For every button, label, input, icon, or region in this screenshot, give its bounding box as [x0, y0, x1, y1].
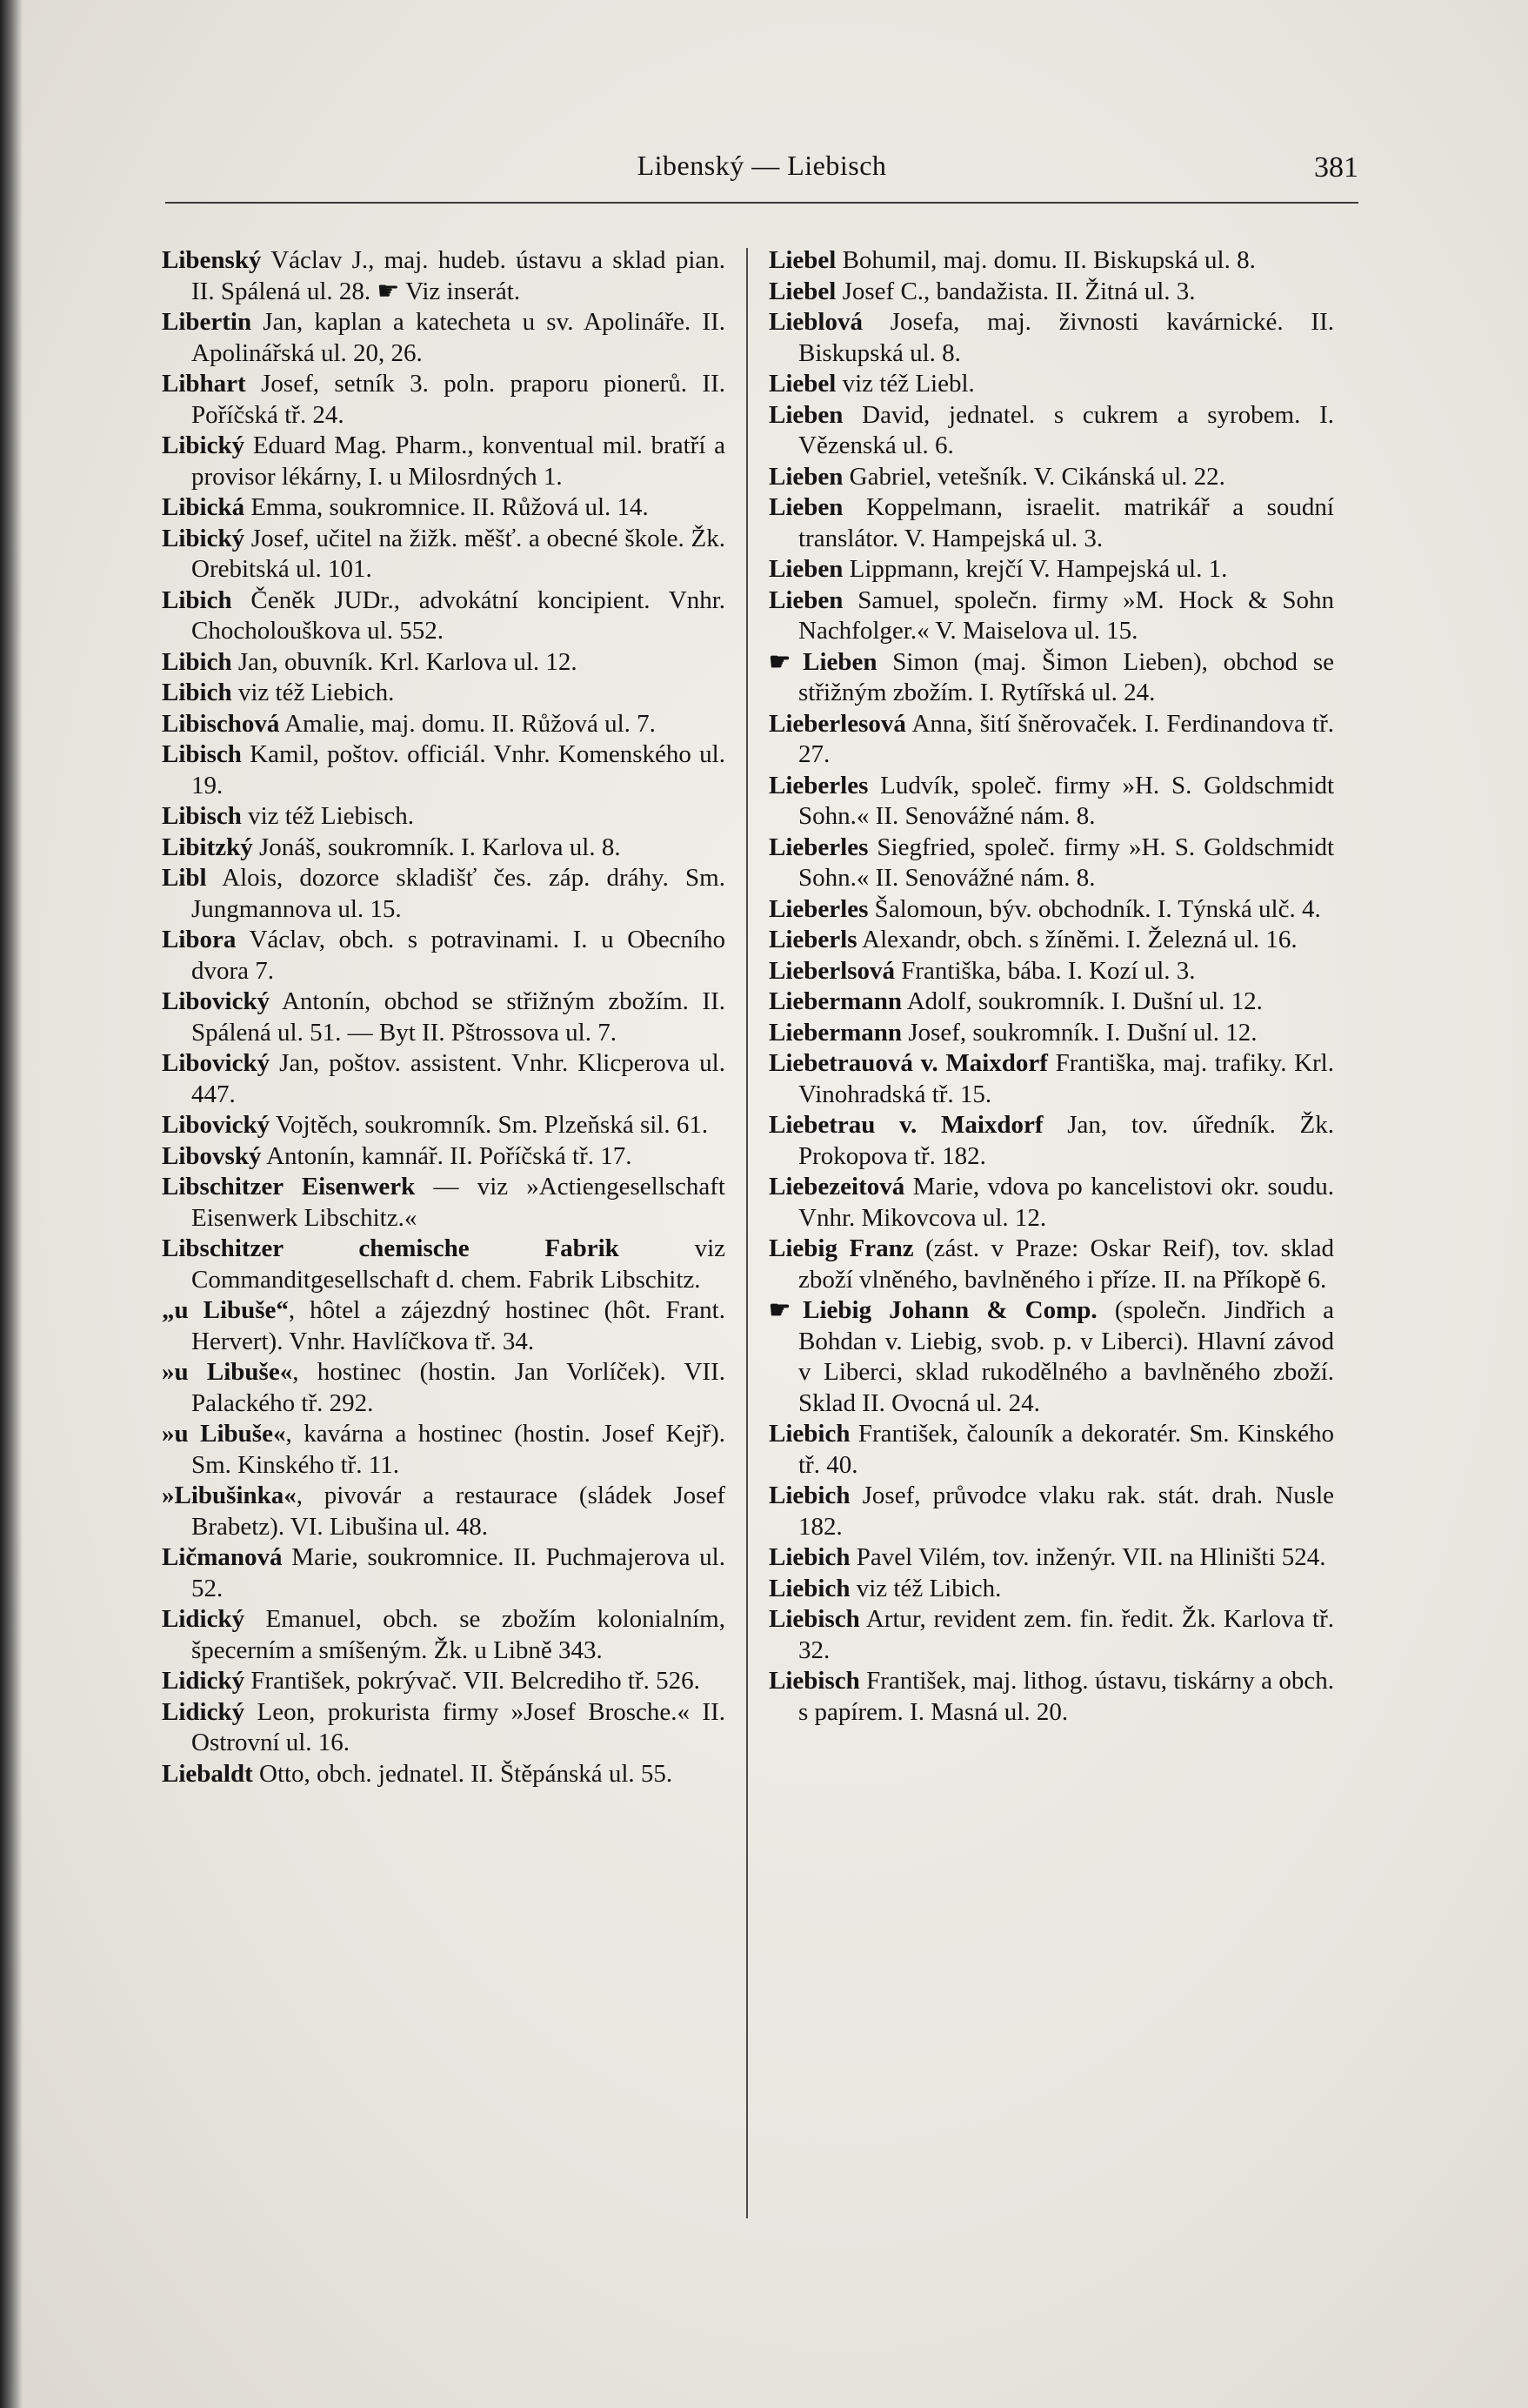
entry-details: viz též Libich. — [850, 1574, 1002, 1602]
entry-name: Lieberlesová — [769, 709, 906, 738]
entry-name: Lieben — [769, 555, 844, 583]
entry-details: Vojtěch, soukromník. Sm. Plzeňská sil. 61. — [270, 1111, 709, 1139]
entry-name: Libovický — [162, 1049, 270, 1077]
directory-entry — [769, 647, 1334, 709]
entry-details: Čeněk JUDr., advokátní koncipient. Vnhr. Chocholouškova ul. 552. — [191, 585, 725, 645]
directory-entry — [769, 987, 1334, 1018]
entry-name: Liebezeitová — [769, 1173, 905, 1201]
entry-details: Jan, obuvník. Krl. Karlova ul. 12. — [231, 647, 577, 676]
entry-details: Františka, bába. I. Kozí ul. 3. — [895, 956, 1196, 985]
entry-name: Lieblová — [769, 308, 863, 336]
directory-entry — [162, 1419, 725, 1481]
left-column — [162, 245, 725, 1789]
entry-name: Libich — [162, 585, 232, 614]
directory-entry — [769, 1172, 1334, 1234]
entry-details: Jonáš, soukromník. I. Karlova ul. 8. — [252, 833, 621, 861]
entry-details: , hôtel a zájezdný hostinec (hôt. Frant. Hervert). Vnhr. Havlíčkova tř. 34. — [191, 1296, 725, 1355]
entry-details: Alexandr, obch. s žíněmi. I. Železná ul. 16. — [857, 926, 1298, 953]
directory-entry — [162, 801, 725, 833]
entry-name: Liebich — [769, 1482, 851, 1509]
entry-details: František, pokrývač. VII. Belcrediho tř. 526. — [244, 1667, 700, 1695]
directory-entry — [162, 709, 725, 740]
entry-name: Libich — [162, 679, 232, 706]
entry-name: „u Libuše“ — [162, 1296, 289, 1324]
entry-details: Josef, průvodce vlaku rak. stát. drah. Nusle 182. — [798, 1482, 1334, 1541]
entry-details: Václav J., maj. hudeb. ústavu a sklad pian. II. Spálená ul. 28. ☛ Viz inserát. — [191, 246, 725, 305]
directory-entry — [162, 492, 725, 524]
entry-details: Pavel Vilém, tov. inženýr. VII. na Hliništi 524. — [850, 1543, 1326, 1571]
directory-entry — [162, 1666, 725, 1697]
directory-entry — [162, 1542, 725, 1604]
directory-entry — [162, 739, 725, 801]
directory-entry — [769, 1481, 1334, 1542]
entry-name: Liebetrau v. Maixdorf — [769, 1111, 1044, 1139]
entry-details: Marie, vdova po kancelistovi okr. soudu. Vnhr. Mikovcova ul. 12. — [798, 1173, 1334, 1232]
directory-entry — [162, 1234, 725, 1295]
entry-name: Libitzký — [162, 833, 253, 861]
pointing-hand-icon: ☛ — [769, 1297, 791, 1324]
directory-entry — [769, 956, 1334, 987]
directory-entry — [769, 307, 1334, 369]
entry-name: »u Libuše« — [162, 1420, 286, 1448]
entry-name: Liebig Johann & Comp. — [803, 1296, 1098, 1324]
entry-details: Marie, soukromnice. II. Puchmajerova ul. 52. — [191, 1543, 725, 1602]
entry-details: Josef, učitel na žižk. měšť. a obecné škole. Žk. Orebitská ul. 101. — [191, 524, 725, 583]
directory-entry — [769, 1048, 1334, 1110]
directory-entry — [162, 307, 725, 369]
entry-name: Lieberlsová — [769, 956, 895, 985]
entry-name: Ličmanová — [162, 1543, 283, 1571]
directory-entry — [769, 709, 1334, 771]
entry-details: Simon (maj. Šimon Lieben), obchod se střižným zbožím. I. Rytířská ul. 24. — [798, 647, 1334, 706]
directory-entry — [162, 1759, 725, 1790]
entry-name: Lieben — [769, 585, 844, 614]
entry-name: Lieben — [803, 647, 877, 676]
directory-entry — [769, 1574, 1334, 1605]
entry-details: Anna, šití šněrovaček. I. Ferdinandova tř. 27. — [798, 709, 1334, 768]
directory-entry — [162, 1357, 725, 1419]
entry-name: Libschitzer Eisenwerk — [162, 1173, 416, 1201]
entry-details: Josef C., bandažista. II. Žitná ul. 3. — [836, 277, 1196, 305]
entry-name: Liebisch — [769, 1667, 860, 1695]
entry-name: Liebermann — [769, 987, 903, 1015]
entry-name: Lieben — [769, 493, 844, 521]
directory-entry — [769, 585, 1334, 647]
directory-entry — [162, 369, 725, 431]
entry-name: »Libušinka« — [162, 1482, 297, 1509]
entry-details: Gabriel, vetešník. V. Cikánská ul. 22. — [843, 462, 1225, 491]
entry-name: Liebig Franz — [769, 1234, 914, 1262]
entry-details: , hostinec (hostin. Jan Vorlíček). VII. Palackého tř. 292. — [191, 1358, 725, 1417]
entry-details: Adolf, soukromník. I. Dušní ul. 12. — [902, 987, 1263, 1015]
entry-details: Ludvík, společ. firmy »H. S. Goldschmidt Sohn.« II. Senovážné nám. 8. — [798, 771, 1334, 830]
directory-entry — [162, 585, 725, 647]
directory-entry — [162, 987, 725, 1048]
entry-details: František, maj. lithog. ústavu, tiskárny a obch. s papírem. I. Masná ul. 20. — [798, 1667, 1334, 1726]
entry-name: Liebetrauová v. Maixdorf — [769, 1049, 1048, 1077]
entry-details: Eduard Mag. Pharm., konventual mil. bratří a provisor lékárny, I. u Milosrdných 1. — [191, 431, 725, 491]
entry-details: Emma, soukromnice. II. Růžová ul. 14. — [244, 493, 649, 521]
directory-entry — [162, 1697, 725, 1759]
entry-details: Antonín, obchod se střižným zbožím. II. Spálená ul. 51. — Byt II. Pštrossova ul. 7. — [191, 987, 725, 1047]
directory-entry — [769, 1419, 1334, 1481]
directory-entry — [769, 245, 1334, 277]
entry-details: Siegfried, společ. firmy »H. S. Goldschmidt Sohn.« II. Senovážné nám. 8. — [798, 833, 1334, 892]
entry-name: Libschitzer chemische Fabrik — [162, 1234, 619, 1262]
directory-entry — [769, 1018, 1334, 1049]
directory-entry — [162, 1172, 725, 1234]
directory-entry — [769, 1542, 1334, 1574]
entry-details: Josefa, maj. živnosti kavárnické. II. Biskupská ul. 8. — [798, 308, 1334, 367]
entry-details: Otto, obch. jednatel. II. Štěpánská ul. 55. — [252, 1759, 673, 1788]
entry-name: Lieberles — [769, 771, 869, 799]
directory-entry — [162, 678, 725, 709]
entry-details: Jan, kaplan a katecheta u sv. Apolináře. II. Apolinářská ul. 20, 26. — [191, 308, 725, 367]
entry-details: viz též Liebisch. — [241, 802, 414, 830]
entry-details: Lippmann, krejčí V. Hampejská ul. 1. — [843, 555, 1228, 583]
entry-name: Liebermann — [769, 1018, 903, 1047]
directory-entry — [769, 771, 1334, 833]
entry-details: Amalie, maj. domu. II. Růžová ul. 7. — [279, 709, 656, 738]
entry-details: (zást. v Praze: Oskar Reif), tov. sklad zboží vlněného, bavlněného i příze. II. na Příkopě 6. — [798, 1234, 1334, 1294]
entry-name: Lidický — [162, 1667, 245, 1695]
entry-details: Alois, dozorce skladišť čes. záp. dráhy. Sm. Jungmannova ul. 15. — [191, 864, 725, 923]
entry-details: Koppelmann, israelit. matrikář a soudní translátor. V. Hampejská ul. 3. — [798, 493, 1334, 552]
entry-name: Libický — [162, 524, 245, 552]
directory-entry — [162, 833, 725, 864]
entry-details: , kavárna a hostinec (hostin. Josef Kejř). Sm. Kinského tř. 11. — [191, 1420, 725, 1479]
entry-details: Josef, setník 3. poln. praporu pionerů. II. Poříčská tř. 24. — [191, 370, 725, 429]
pointing-hand-icon: ☛ — [769, 648, 791, 676]
entry-name: Libischová — [162, 709, 280, 738]
directory-entry — [769, 833, 1334, 894]
entry-name: Liebaldt — [162, 1759, 253, 1788]
directory-entry — [769, 554, 1334, 585]
directory-entry — [769, 369, 1334, 400]
entry-name: Lieberles — [769, 894, 869, 923]
directory-entry — [769, 277, 1334, 308]
entry-name: Libovský — [162, 1141, 262, 1170]
entry-name: Liebel — [769, 277, 837, 305]
directory-entry — [162, 1481, 725, 1542]
entry-details: David, jednatel. s cukrem a syrobem. I. Vězenská ul. 6. — [798, 400, 1334, 459]
directory-entry — [162, 1604, 725, 1666]
entry-name: Libich — [162, 647, 232, 676]
directory-entry — [769, 1234, 1334, 1295]
entry-name: Libisch — [162, 740, 242, 768]
right-column — [769, 245, 1334, 1728]
entry-details: — viz »Actiengesellschaft Eisenwerk Libschitz.« — [191, 1173, 725, 1232]
directory-entry — [162, 647, 725, 679]
running-header — [165, 150, 1358, 202]
entry-details: viz též Liebich. — [231, 679, 395, 706]
directory-entry — [162, 1110, 725, 1141]
entry-details: Kamil, poštov. officiál. Vnhr. Komenského ul. 19. — [191, 740, 725, 799]
entry-details: Bohumil, maj. domu. II. Biskupská ul. 8. — [836, 246, 1256, 274]
directory-entry — [162, 1141, 725, 1173]
column-divider — [746, 248, 748, 2218]
entry-name: Liebich — [769, 1420, 851, 1448]
entry-details: Františka, maj. trafiky. Krl. Vinohradská tř. 15. — [798, 1049, 1334, 1108]
entry-details: František, čalouník a dekoratér. Sm. Kinského tř. 40. — [798, 1420, 1334, 1479]
page-number: 381 — [1314, 151, 1358, 184]
entry-name: Liebisch — [769, 1605, 860, 1633]
entry-details: Leon, prokurista firmy »Josef Brosche.« II. Ostrovní ul. 16. — [191, 1697, 725, 1756]
directory-entry — [162, 1295, 725, 1357]
directory-entry — [769, 894, 1334, 926]
binding-shadow — [0, 0, 23, 2408]
entry-name: Lidický — [162, 1605, 245, 1633]
directory-entry — [162, 1048, 725, 1110]
entry-name: Libisch — [162, 802, 242, 830]
entry-details: Samuel, společn. firmy »M. Hock & Sohn Nachfolger.« V. Maiselova ul. 15. — [798, 585, 1334, 645]
entry-name: »u Libuše« — [162, 1358, 293, 1386]
entry-name: Liebich — [769, 1543, 851, 1571]
entry-name: Liebel — [769, 370, 837, 398]
directory-entry — [162, 863, 725, 925]
entry-name: Liebel — [769, 246, 837, 274]
entry-name: Libora — [162, 926, 237, 953]
entry-details: Artur, revident zem. fin. ředit. Žk. Karlova tř. 32. — [798, 1605, 1334, 1664]
entry-name: Liebich — [769, 1574, 851, 1602]
directory-entry — [769, 925, 1334, 956]
entry-details: Jan, tov. úředník. Žk. Prokopova tř. 182. — [798, 1111, 1334, 1170]
directory-entry — [769, 400, 1334, 462]
directory-entry — [769, 1295, 1334, 1419]
entry-name: Libovický — [162, 987, 270, 1015]
entry-details: Šalomoun, býv. obchodník. I. Týnská ulč. 4. — [868, 894, 1321, 923]
entry-details: Antonín, kamnář. II. Poříčská tř. 17. — [261, 1141, 632, 1170]
directory-entry — [162, 524, 725, 585]
entry-name: Libovický — [162, 1111, 270, 1139]
entry-name: Lieberles — [769, 833, 869, 861]
entry-details: Josef, soukromník. I. Dušní ul. 12. — [902, 1018, 1258, 1047]
entry-name: Libická — [162, 493, 245, 521]
entry-name: Libhart — [162, 370, 246, 398]
directory-entry — [162, 245, 725, 307]
header-rule — [165, 202, 1358, 204]
directory-entry — [769, 1604, 1334, 1666]
entry-details: (společn. Jindřich a Bohdan v. Liebig, svob. p. v Liberci). Hlavní závod v Liberci, sklad rukodělného a bavlněného zboží. Sklad II. Ovocná ul. 24. — [798, 1296, 1335, 1417]
entry-details: , pivovár a restaurace (sládek Josef Brabetz). VI. Libušina ul. 48. — [191, 1482, 725, 1541]
entry-name: Lieberls — [769, 926, 857, 953]
directory-entry — [769, 1110, 1334, 1172]
entry-name: Libertin — [162, 308, 252, 336]
directory-entry — [769, 462, 1334, 493]
directory-entry — [162, 431, 725, 492]
header-title: Libenský — Liebisch — [637, 150, 887, 181]
directory-entry — [162, 925, 725, 987]
entry-details: Jan, poštov. assistent. Vnhr. Klicperova ul. 447. — [191, 1049, 725, 1108]
entry-name: Libický — [162, 431, 245, 459]
entry-details: Emanuel, obch. se zbožím kolonialním, špecerním a smíšeným. Žk. u Libně 343. — [191, 1605, 725, 1664]
entry-name: Libenský — [162, 246, 262, 274]
entry-name: Lidický — [162, 1697, 245, 1726]
entry-name: Lieben — [769, 400, 844, 429]
entry-details: Václav, obch. s potravinami. I. u Obecního dvora 7. — [191, 926, 725, 985]
directory-entry — [769, 492, 1334, 554]
entry-details: viz Commanditgesellschaft d. chem. Fabrik Libschitz. — [191, 1234, 725, 1294]
entry-name: Libl — [162, 864, 207, 892]
entry-details: viz též Liebl. — [836, 370, 975, 398]
entry-name: Lieben — [769, 462, 844, 491]
directory-entry — [769, 1666, 1334, 1728]
